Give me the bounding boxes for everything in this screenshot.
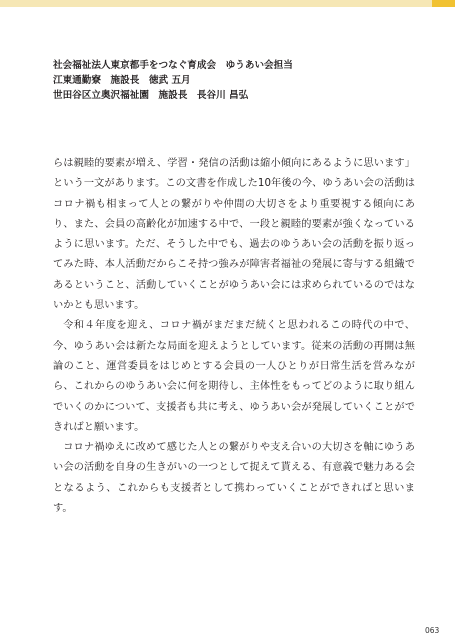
page-number: 063	[425, 626, 440, 635]
paragraph-3: コロナ禍ゆえに改めて感じた人との繋がりや支え合いの大切さを軸にゆうあい会の活動を自身の生きがいの一つとして捉えて貰える、有意義で魅力ある会となるよう、これからも支援者として携わっていくことができればと思います。	[53, 442, 415, 515]
article-body	[53, 154, 415, 519]
paragraph-1: らは親睦的要素が増え、学習・発信の活動は縮小傾向にあるように思います」という一文があります。この文書を作成した10年後の今、ゆうあい会の活動はコロナ禍も相まって人との繋がりや仲間の大切さをより重要視する傾向にあり、また、会員の高齢化が加速する中で、一段と親睦的要素が強くなっているように思います。ただ、そうした中でも、過去のゆうあい会の活動を振り返ってみた時、本人活動だからこそ持つ強みが障害者福祉の発展に寄与する組織であるということ、活動していくことがゆうあい会には求められているのではないかとも思います。	[53, 158, 415, 312]
author-block	[53, 61, 413, 101]
author-name-1: 江東通勤寮 施設長 徳武 五月	[53, 75, 191, 86]
top-decorative-bar	[0, 0, 455, 7]
top-corner-tab	[432, 0, 455, 7]
author-name-2: 世田谷区立奥沢福祉園 施設長 長谷川 昌弘	[53, 90, 249, 101]
author-affiliation: 社会福祉法人東京都手をつなぐ育成会 ゆうあい会担当	[53, 60, 293, 71]
paragraph-2: 令和４年度を迎え、コロナ禍がまだまだ続くと思われるこの時代の中で、今、ゆうあい会は新たな局面を迎えようとしています。従来の活動の再開は無論のこと、運営委員をはじめとする会員の一人ひとりが日常生活を営みながら、これからのゆうあい会に何を期待し、主体性をもってどのように取り組んでいくのかについて、支援者も共に考え、ゆうあい会が発展していくことができればと願います。	[53, 320, 415, 433]
